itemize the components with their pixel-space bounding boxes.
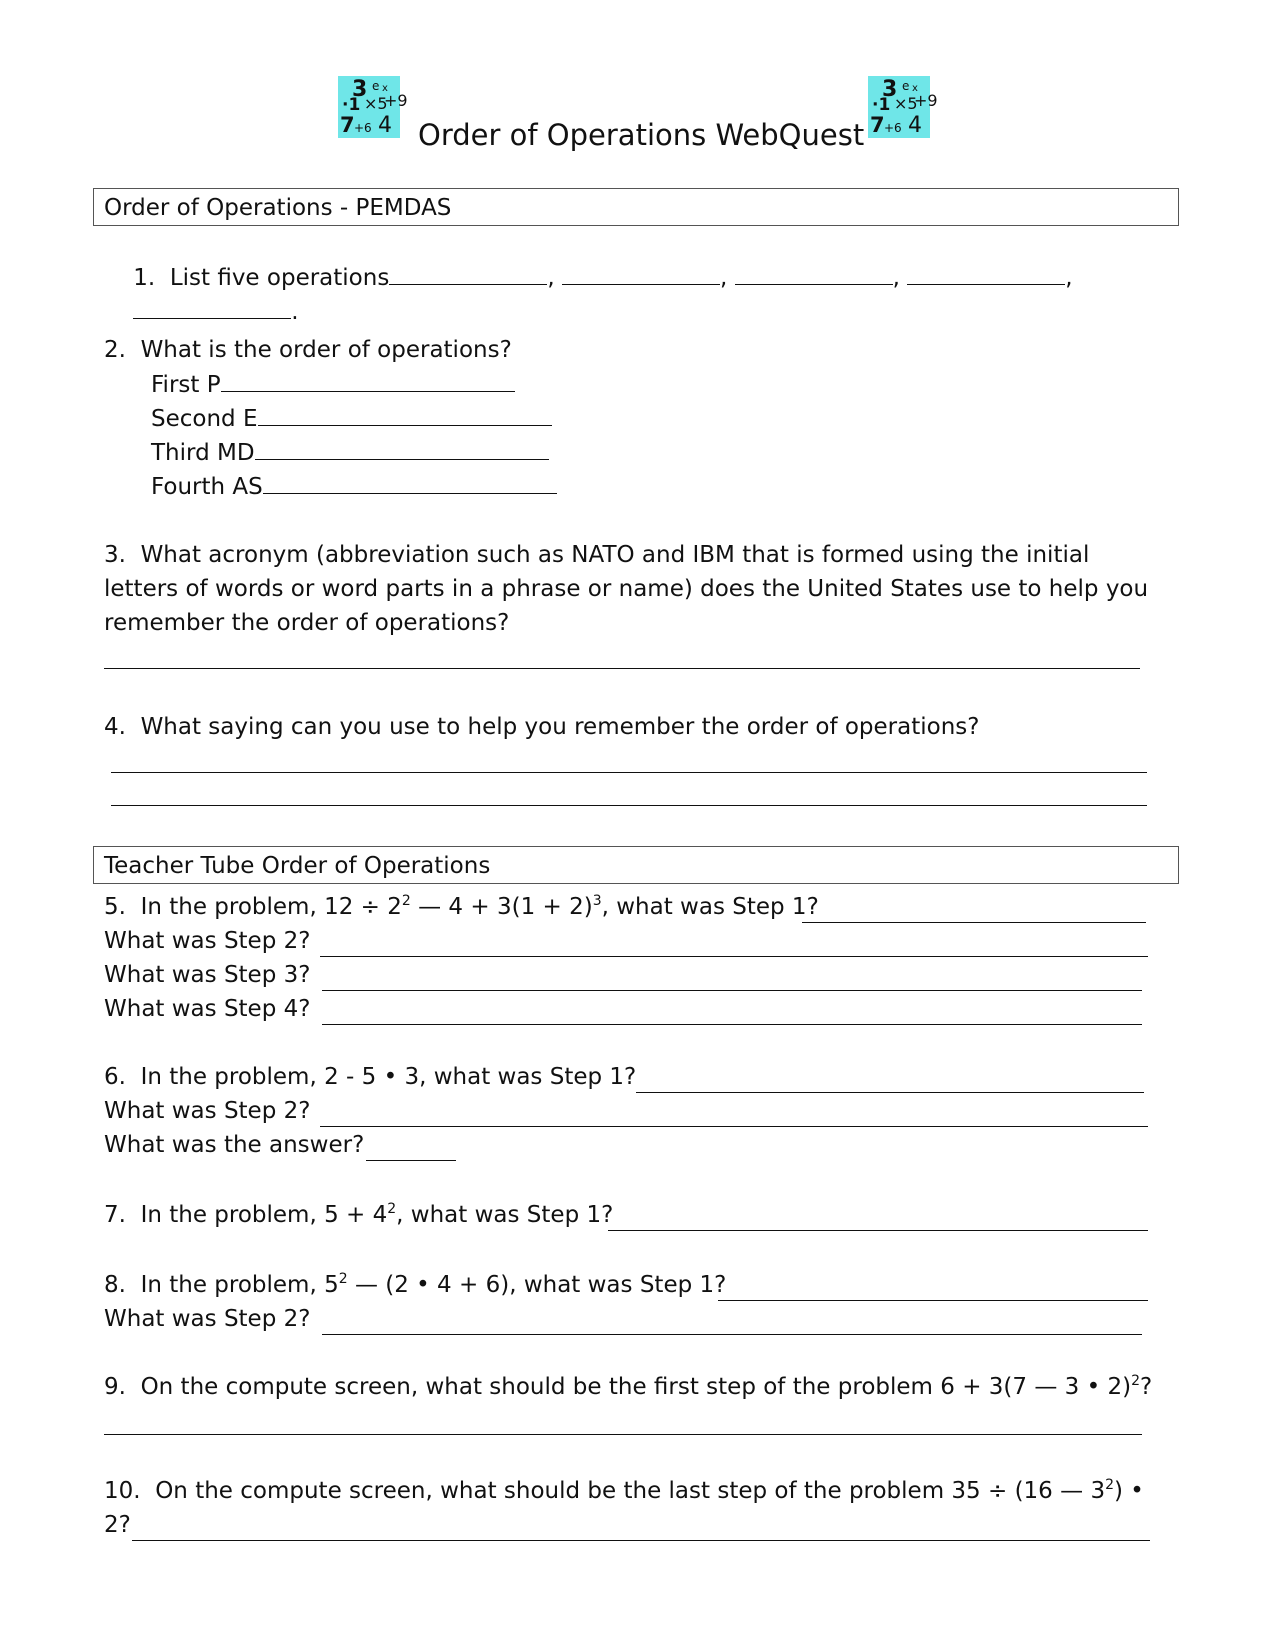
answer-line[interactable] (104, 668, 1140, 669)
answer-line[interactable] (366, 1160, 456, 1161)
separator: , (892, 265, 900, 291)
question-8 (104, 1270, 726, 1300)
q9-text-a: 9. On the compute screen, what should be the first step of the problem 6 + 3(7 — 3 • 2) (104, 1374, 1132, 1400)
q6-answer: What was the answer? (104, 1132, 365, 1158)
exponent: 3 (592, 893, 602, 909)
svg-text:4: 4 (378, 113, 392, 138)
q8-step2: What was Step 2? (104, 1306, 311, 1332)
answer-line[interactable] (320, 1126, 1148, 1127)
q5-step4: What was Step 4? (104, 996, 311, 1022)
question-3-line1: 3. What acronym (abbreviation such as NATO and IBM that is formed using the initial (104, 542, 1090, 568)
svg-text:e: e (372, 79, 380, 93)
q5-step3: What was Step 3? (104, 962, 311, 988)
q7-text-a: 7. In the problem, 5 + 4 (104, 1202, 388, 1228)
q5-text-c: , what was Step 1? (601, 894, 819, 920)
svg-text:3: 3 (882, 77, 898, 102)
answer-blank[interactable] (735, 262, 893, 285)
answer-blank[interactable] (562, 262, 720, 285)
separator: , (719, 265, 728, 291)
question-6: 6. In the problem, 2 - 5 • 3, what was Step 1? (104, 1064, 637, 1090)
q10-text-b: ) • (1114, 1478, 1144, 1504)
svg-text:x: x (912, 83, 918, 94)
section-header-pemdas: Order of Operations - PEMDAS (93, 188, 1179, 226)
page-title: Order of Operations WebQuest (418, 118, 865, 152)
question-9 (104, 1372, 1152, 1402)
q8-text-a: 8. In the problem, 5 (104, 1272, 339, 1298)
answer-line[interactable] (322, 1334, 1142, 1335)
svg-text:·1: ·1 (342, 95, 361, 115)
item-label: Second E (151, 406, 258, 432)
svg-text:×5: ×5 (894, 94, 918, 113)
section-header-teacher-tube: Teacher Tube Order of Operations (93, 846, 1179, 884)
q5-text-a: 5. In the problem, 12 ÷ 2 (104, 894, 402, 920)
answer-blank[interactable] (907, 262, 1065, 285)
item-label: Fourth AS (151, 474, 263, 500)
answer-line[interactable] (111, 772, 1147, 773)
question-3-line3: remember the order of operations? (104, 610, 510, 636)
question-10 (104, 1476, 1144, 1506)
answer-line[interactable] (111, 805, 1147, 806)
answer-line[interactable] (608, 1230, 1148, 1231)
svg-text:x: x (382, 83, 388, 94)
question-2: 2. What is the order of operations? (104, 337, 512, 363)
question-2-item (151, 437, 549, 468)
answer-line[interactable] (320, 956, 1148, 957)
item-label: Third MD (151, 440, 255, 466)
exponent: 2 (338, 1271, 348, 1287)
svg-text:+9: +9 (914, 91, 938, 110)
question-7 (104, 1200, 613, 1230)
answer-blank[interactable] (221, 369, 515, 392)
period: . (291, 299, 299, 325)
answer-line[interactable] (132, 1540, 1150, 1541)
answer-line[interactable] (718, 1300, 1148, 1301)
svg-text:×5: ×5 (364, 94, 388, 113)
answer-line[interactable] (636, 1092, 1144, 1093)
svg-text:4: 4 (908, 113, 922, 138)
question-2-item (151, 403, 552, 434)
svg-text:7: 7 (870, 113, 885, 137)
q8-text-b: — (2 • 4 + 6), what was Step 1? (347, 1272, 727, 1298)
svg-text:+6: +6 (354, 121, 372, 135)
answer-blank[interactable] (258, 403, 552, 426)
item-label: First P (151, 372, 221, 398)
separator: , (547, 265, 555, 291)
svg-text:3: 3 (352, 77, 368, 102)
title-row (0, 70, 1275, 150)
q5-text-b: — 4 + 3(1 + 2) (410, 894, 593, 920)
answer-blank[interactable] (255, 437, 549, 460)
answer-line[interactable] (802, 922, 1146, 923)
answer-line[interactable] (322, 1024, 1142, 1025)
exponent: 2 (1131, 1373, 1140, 1389)
svg-text:+9: +9 (384, 91, 408, 110)
svg-text:+6: +6 (884, 121, 902, 135)
exponent: 2 (1105, 1477, 1114, 1493)
q9-text-b: ? (1139, 1374, 1153, 1400)
exponent: 2 (387, 1201, 397, 1217)
q5-step2: What was Step 2? (104, 928, 311, 954)
answer-blank[interactable] (263, 471, 557, 494)
q10-text-a: 10. On the compute screen, what should be the last step of the problem 35 ÷ (16 — 3 (104, 1478, 1106, 1504)
svg-text:e: e (902, 79, 910, 93)
svg-text:·1: ·1 (872, 95, 891, 115)
answer-line[interactable] (104, 1434, 1142, 1435)
exponent: 2 (401, 893, 411, 909)
q6-step2: What was Step 2? (104, 1098, 311, 1124)
question-4: 4. What saying can you use to help you remember the order of operations? (104, 714, 980, 740)
question-1-text: 1. List five operations (133, 265, 390, 291)
question-10-cont: 2? (104, 1512, 131, 1538)
question-3-line2: letters of words or word parts in a phrase or name) does the United States use to help you (104, 576, 1149, 602)
question-5 (104, 892, 819, 922)
question-2-item (151, 471, 557, 502)
separator: , (1065, 265, 1073, 291)
q7-text-b: , what was Step 1? (396, 1202, 614, 1228)
question-2-item (151, 369, 515, 400)
answer-line[interactable] (322, 990, 1142, 991)
math-numbers-icon (868, 76, 938, 138)
math-numbers-icon (338, 76, 408, 138)
answer-blank[interactable] (133, 296, 291, 319)
answer-blank[interactable] (389, 262, 547, 285)
svg-text:7: 7 (340, 113, 355, 137)
